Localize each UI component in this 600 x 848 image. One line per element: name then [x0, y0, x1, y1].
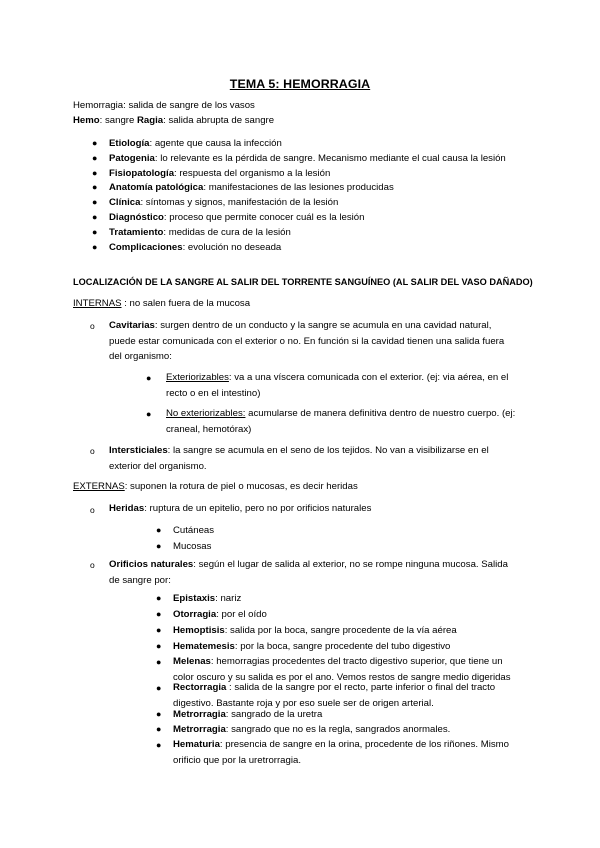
exteriorizables-term: Exteriorizables: [166, 372, 229, 383]
bleeding-type-definition: : sangrado que no es la regla, sangrados anormales.: [225, 724, 451, 735]
externas-header: [73, 481, 358, 493]
bullet-icon: ●: [92, 168, 98, 178]
externas-description: : suponen la rotura de piel o mucosas, es decir heridas: [124, 481, 358, 492]
bullet-icon: ●: [156, 724, 162, 734]
bullet-icon: ●: [92, 197, 98, 207]
circle-bullet-icon: o: [90, 446, 95, 456]
aspect-term: Clínica: [109, 197, 141, 208]
bullet-icon: ●: [92, 138, 98, 148]
internas-header: [73, 298, 250, 310]
aspect-definition: : agente que causa la infección: [149, 138, 282, 149]
heridas-term: Heridas: [109, 503, 145, 514]
aspect-term: Patogenia: [109, 153, 155, 164]
aspect-term: Anatomía patológica: [109, 182, 204, 193]
bullet-icon: ●: [92, 212, 98, 222]
aspect-term: Complicaciones: [109, 242, 183, 253]
bleeding-type-term: Metrorragia: [173, 724, 226, 735]
bleeding-type-definition: : salida de la sangre por el recto, parte inferior o final del tracto digestivo. Bastante roja y por eso suele ser de origen arterial.: [173, 682, 496, 709]
intro-hemorragia-definition: Hemorragia: salida de sangre de los vasos: [73, 100, 255, 111]
exteriorizables-definition: : va a una víscera comunicada con el exterior. (ej: via aérea, en el recto o en el intestino): [166, 372, 509, 399]
hemo-term: Hemo: [73, 115, 100, 126]
orificios-definition: : según el lugar de salida al exterior, no se rompe ninguna mucosa. Salida de sangre por:: [109, 559, 508, 586]
aspect-term: Diagnóstico: [109, 212, 164, 223]
aspect-definition: : respuesta del organismo a la lesión: [174, 168, 331, 179]
aspect-definition: : lo relevante es la pérdida de sangre. Mecanismo mediante el cual causa la lesión: [154, 153, 506, 164]
externas-label: EXTERNAS: [73, 481, 125, 492]
herida-type: Cutáneas: [173, 525, 215, 536]
bleeding-type-definition: : hemorragias procedentes del tracto digestivo superior, que tiene un color oscuro y su salida es por el ano. Vemos restos de sangre medio digeridas: [173, 656, 511, 683]
bullet-icon: ●: [156, 709, 162, 719]
circle-bullet-icon: o: [90, 505, 95, 515]
bleeding-type-term: Hemoptisis: [173, 625, 225, 636]
bullet-icon: ●: [146, 409, 152, 419]
cavitarias-definition: : surgen dentro de un conducto y la sangre se acumula en una cavidad natural, puede estar comunicada con el exterior o no. En función si la cavidad tienen una salida fuera del organismo:: [109, 320, 505, 362]
aspect-term: Tratamiento: [109, 227, 164, 238]
section-heading: LOCALIZACIÓN DE LA SANGRE AL SALIR DEL TORRENTE SANGUÍNEO (AL SALIR DEL VASO DAÑADO): [73, 277, 533, 287]
bullet-icon: ●: [156, 740, 162, 750]
bullet-icon: ●: [156, 683, 162, 693]
bullet-icon: ●: [156, 609, 162, 619]
hemo-definition: : sangre: [99, 115, 137, 126]
ragia-definition: : salida abrupta de sangre: [163, 115, 275, 126]
bleeding-type-definition: : por el oído: [216, 609, 267, 620]
intersticiales-definition: : la sangre se acumula en el seno de los tejidos. No van a visibilizarse en el exterior del organismo.: [109, 445, 489, 472]
bullet-icon: ●: [156, 657, 162, 667]
cavitarias-term: Cavitarias: [109, 320, 155, 331]
bullet-icon: ●: [156, 525, 162, 535]
bleeding-type-definition: : sangrado de la uretra: [225, 709, 323, 720]
heridas-definition: : ruptura de un epitelio, pero no por orificios naturales: [144, 503, 372, 514]
internas-label: INTERNAS: [73, 298, 122, 309]
intro-etymology: [73, 115, 274, 127]
no-exteriorizables-definition: acumularse de manera definitiva dentro de nuestro cuerpo. (ej: craneal, hemotórax): [166, 408, 516, 435]
aspect-definition: : evolución no deseada: [182, 242, 282, 253]
aspect-term: Etiología: [109, 138, 150, 149]
bullet-icon: ●: [92, 242, 98, 252]
bleeding-type-term: Rectorragia: [173, 682, 229, 693]
orificios-term: Orificios naturales: [109, 559, 194, 570]
aspect-definition: : síntomas y signos, manifestación de la lesión: [140, 197, 339, 208]
bleeding-type-term: Melenas: [173, 656, 211, 667]
ragia-term: Ragia: [137, 115, 164, 126]
bullet-icon: ●: [92, 227, 98, 237]
bleeding-type-definition: : por la boca, sangre procedente del tubo digestivo: [234, 641, 451, 652]
circle-bullet-icon: o: [90, 560, 95, 570]
no-exteriorizables-term: No exteriorizables:: [166, 408, 246, 419]
bleeding-type-term: Hematemesis: [173, 641, 235, 652]
aspect-definition: : medidas de cura de la lesión: [163, 227, 291, 238]
bleeding-type-term: Epistaxis: [173, 593, 216, 604]
bleeding-type-term: Hematuria: [173, 739, 220, 750]
aspect-term: Fisiopatología: [109, 168, 175, 179]
bleeding-type-definition: : nariz: [215, 593, 242, 604]
herida-type: Mucosas: [173, 541, 212, 552]
internas-description: : no salen fuera de la mucosa: [121, 298, 251, 309]
bullet-icon: ●: [156, 625, 162, 635]
aspect-definition: : manifestaciones de las lesiones producidas: [203, 182, 394, 193]
intersticiales-term: Intersticiales: [109, 445, 168, 456]
document-title: TEMA 5: HEMORRAGIA: [229, 77, 371, 91]
bleeding-type-definition: : presencia de sangre en la orina, procedente de los riñones. Mismo orificio que por la uretrorragia.: [173, 739, 509, 766]
bleeding-type-term: Metrorragia: [173, 709, 226, 720]
aspect-definition: : proceso que permite conocer cuál es la lesión: [163, 212, 365, 223]
bleeding-type-term: Otorragia: [173, 609, 217, 620]
bullet-icon: ●: [92, 153, 98, 163]
bullet-icon: ●: [156, 593, 162, 603]
bullet-icon: ●: [156, 641, 162, 651]
bullet-icon: ●: [146, 373, 152, 383]
bullet-icon: ●: [156, 541, 162, 551]
bullet-icon: ●: [92, 182, 98, 192]
bleeding-type-definition: : salida por la boca, sangre procedente de la vía aérea: [224, 625, 457, 636]
circle-bullet-icon: o: [90, 321, 95, 331]
